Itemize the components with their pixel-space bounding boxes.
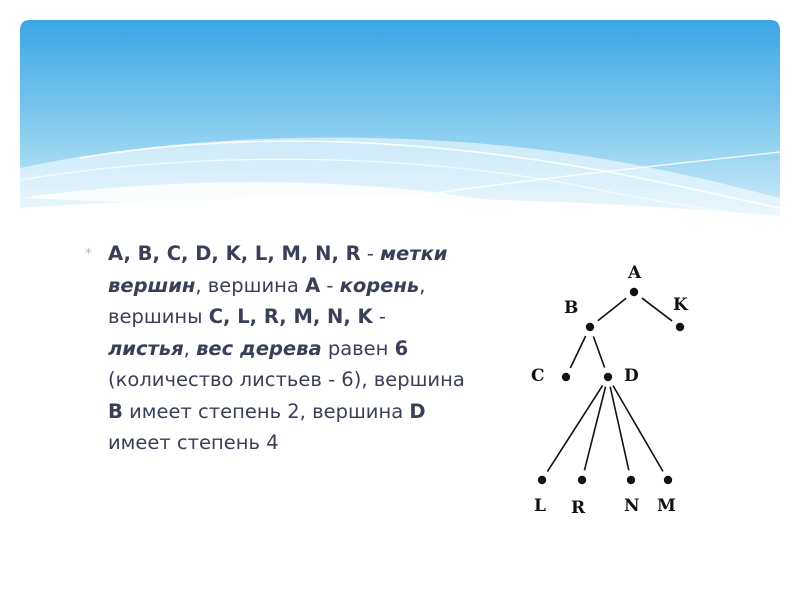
node-label-a: A [628,263,642,283]
edge-d-n [610,387,629,470]
node-r [578,476,586,484]
text-segment: , [183,336,197,360]
tree-diagram [520,255,700,525]
text-segment: C, L, R, M, N, K [208,305,373,328]
text-segment: листья [108,336,184,360]
text-segment: A [305,273,321,297]
text-segment: (количество листьев - 6), вершина [108,368,465,391]
node-l [538,476,546,484]
sky-banner [20,20,780,220]
node-label-c: C [531,366,545,386]
node-m [664,476,672,484]
edge-b-d [593,336,604,367]
text-segment: имеет степень 2, вершина [122,399,410,423]
text-segment: - [372,305,386,328]
text-segment: вес дерева [196,336,322,360]
node-label-l: L [534,496,546,516]
node-a [630,288,638,296]
definition-paragraph [108,238,465,459]
definition-text-block [85,238,465,459]
node-label-d: D [624,366,639,386]
text-segment: 6 [394,336,409,360]
edge-d-m [613,386,663,472]
node-n [627,476,635,484]
node-label-m: M [657,496,676,516]
node-k [676,323,684,331]
node-d [604,373,612,381]
text-segment: , вершина [195,273,306,297]
text-segment: - [360,242,381,265]
text-segment: - [320,273,340,297]
text-segment: A, B, C, D, K, L, M, N, R [108,242,361,265]
edge-a-k [642,298,672,321]
edge-d-r [584,387,605,471]
node-b [586,323,594,331]
bullet-marker: * [85,246,92,262]
text-segment: метки вершин [108,242,448,297]
text-segment: корень [339,273,420,297]
text-segment: имеет степень 4 [108,431,279,454]
node-label-r: R [571,498,586,518]
node-label-n: N [624,496,640,516]
node-label-k: K [673,295,688,315]
edge-a-b [598,298,626,321]
node-label-b: B [564,298,579,318]
text-segment: , вершины [108,273,426,328]
text-segment: равен [321,336,395,360]
text-segment: B [108,399,123,423]
sky-banner-graphic [20,20,780,220]
node-c [562,373,570,381]
edge-b-c [570,336,585,368]
text-segment: D [409,399,426,423]
